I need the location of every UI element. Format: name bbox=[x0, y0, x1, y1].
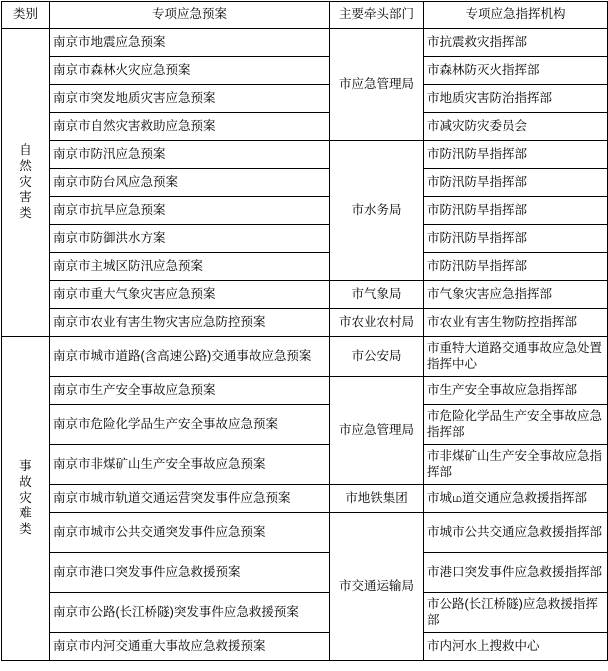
table-row bbox=[2, 197, 608, 225]
department-cell: 市气象局 bbox=[330, 281, 424, 309]
table-row bbox=[2, 593, 608, 633]
department-cell: 市农业农村局 bbox=[330, 309, 424, 337]
organization-cell: 市生产安全事故应急指挥部 bbox=[424, 377, 608, 405]
category-cell bbox=[2, 29, 50, 337]
plan-name-cell: 南京市危险化学品生产安全事故应急预案 bbox=[50, 405, 330, 445]
plan-name-cell: 南京市城市公共交通突发事件应急预案 bbox=[50, 513, 330, 553]
plan-name-cell: 南京市公路(长江桥隧)突发事件应急救援预案 bbox=[50, 593, 330, 633]
table-row bbox=[2, 405, 608, 445]
plan-name-cell: 南京市自然灾害救助应急预案 bbox=[50, 113, 330, 141]
table-row bbox=[2, 169, 608, 197]
organization-cell: 市港口突发事件应急救援指挥部 bbox=[424, 553, 608, 593]
table-row bbox=[2, 309, 608, 337]
table-row bbox=[2, 513, 608, 553]
table-row bbox=[2, 113, 608, 141]
table-header bbox=[2, 2, 608, 29]
plan-name-cell: 南京市防御洪水方案 bbox=[50, 225, 330, 253]
plan-name-cell: 南京市地震应急预案 bbox=[50, 29, 330, 57]
column-header-plan: 专项应急预案 bbox=[50, 2, 330, 29]
plan-name-cell: 南京市防汛应急预案 bbox=[50, 141, 330, 169]
organization-cell: 市地质灾害防治指挥部 bbox=[424, 85, 608, 113]
table-body bbox=[2, 29, 608, 661]
table-row bbox=[2, 85, 608, 113]
plan-name-cell: 南京市农业有害生物灾害应急防控预案 bbox=[50, 309, 330, 337]
organization-cell: 市城ம道交通应急救援指挥部 bbox=[424, 485, 608, 513]
plan-name-cell: 南京市主城区防汛应急预案 bbox=[50, 253, 330, 281]
table-row bbox=[2, 485, 608, 513]
category-cell bbox=[2, 337, 50, 661]
organization-cell: 市森林防灭火指挥部 bbox=[424, 57, 608, 85]
table-header-row bbox=[2, 2, 608, 29]
department-cell: 市水务局 bbox=[330, 141, 424, 281]
emergency-plan-table bbox=[1, 1, 608, 661]
plan-name-cell: 南京市城市轨道交通运营突发事件应急预案 bbox=[50, 485, 330, 513]
department-cell: 市应急管理局 bbox=[330, 29, 424, 141]
department-cell: 市应急管理局 bbox=[330, 377, 424, 485]
table-row bbox=[2, 281, 608, 309]
organization-cell: 市防汛防旱指挥部 bbox=[424, 253, 608, 281]
plan-name-cell: 南京市港口突发事件应急救援预案 bbox=[50, 553, 330, 593]
plan-name-cell: 南京市非煤矿山生产安全事故应急预案 bbox=[50, 445, 330, 485]
plan-name-cell: 南京市内河交通重大事故应急救援预案 bbox=[50, 633, 330, 661]
organization-cell: 市重特大道路交通事故应急处置指挥中心 bbox=[424, 337, 608, 377]
plan-name-cell: 南京市重大气象灾害应急预案 bbox=[50, 281, 330, 309]
column-header-department: 主要牵头部门 bbox=[330, 2, 424, 29]
plan-name-cell: 南京市抗旱应急预案 bbox=[50, 197, 330, 225]
plan-name-cell: 南京市防台风应急预案 bbox=[50, 169, 330, 197]
table-row bbox=[2, 253, 608, 281]
column-header-organization: 专项应急指挥机构 bbox=[424, 2, 608, 29]
organization-cell: 市防汛防旱指挥部 bbox=[424, 197, 608, 225]
plan-name-cell: 南京市森林火灾应急预案 bbox=[50, 57, 330, 85]
organization-cell: 市公路(长江桥隧)应急救援指挥部 bbox=[424, 593, 608, 633]
table-row bbox=[2, 57, 608, 85]
organization-cell: 市城市公共交通应急救援指挥部 bbox=[424, 513, 608, 553]
category-label: 自然灾害类 bbox=[19, 143, 32, 220]
department-cell: 市交通运输局 bbox=[330, 513, 424, 661]
table-row bbox=[2, 377, 608, 405]
table-row bbox=[2, 29, 608, 57]
organization-cell: 市危险化学品生产安全事故应急指挥部 bbox=[424, 405, 608, 445]
plan-name-cell: 南京市城市道路(含高速公路)交通事故应急预案 bbox=[50, 337, 330, 377]
organization-cell: 市减灾防灾委员会 bbox=[424, 113, 608, 141]
table-row bbox=[2, 337, 608, 377]
department-cell: 市公安局 bbox=[330, 337, 424, 377]
department-cell: 市地铁集团 bbox=[330, 485, 424, 513]
table-row bbox=[2, 445, 608, 485]
organization-cell: 市抗震救灾指挥部 bbox=[424, 29, 608, 57]
category-label: 事故灾难类 bbox=[19, 459, 32, 536]
organization-cell: 市内河水上搜救中心 bbox=[424, 633, 608, 661]
column-header-category: 类别 bbox=[2, 2, 50, 29]
organization-cell: 市农业有害生物防控指挥部 bbox=[424, 309, 608, 337]
organization-cell: 市防汛防旱指挥部 bbox=[424, 141, 608, 169]
table-row bbox=[2, 225, 608, 253]
table-row bbox=[2, 553, 608, 593]
organization-cell: 市气象灾害应急指挥部 bbox=[424, 281, 608, 309]
organization-cell: 市防汛防旱指挥部 bbox=[424, 225, 608, 253]
plan-name-cell: 南京市突发地质灾害应急预案 bbox=[50, 85, 330, 113]
plan-name-cell: 南京市生产安全事故应急预案 bbox=[50, 377, 330, 405]
table-row bbox=[2, 633, 608, 661]
organization-cell: 市防汛防旱指挥部 bbox=[424, 169, 608, 197]
table-row bbox=[2, 141, 608, 169]
organization-cell: 市非煤矿山生产安全事故应急指挥部 bbox=[424, 445, 608, 485]
